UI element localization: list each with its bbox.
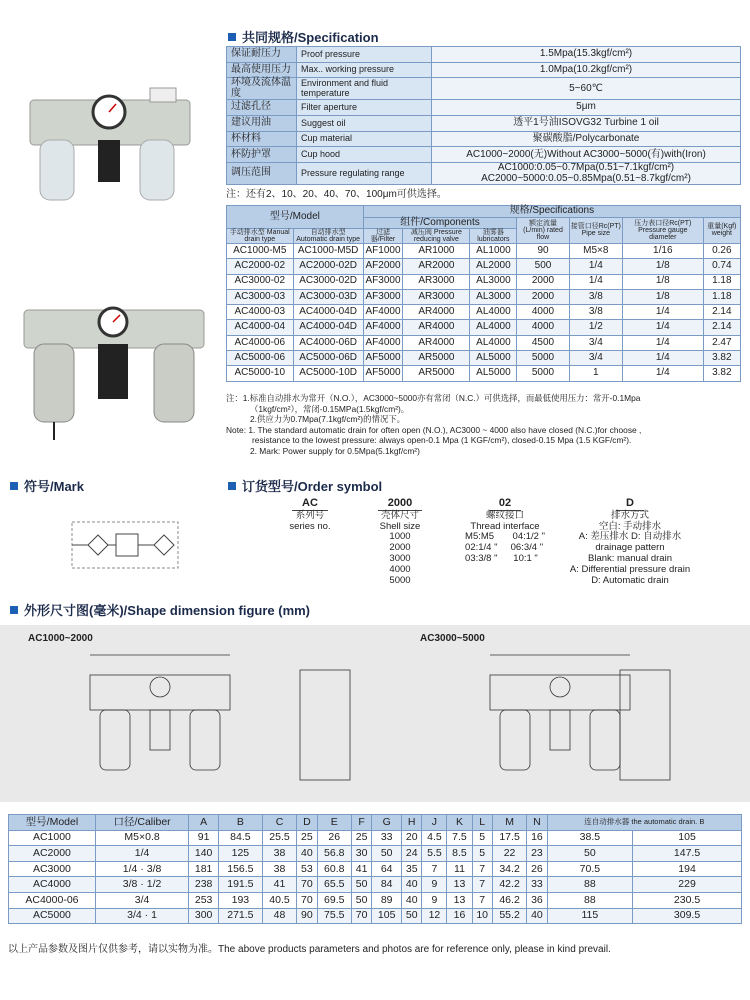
table-cell: 1/2 [569, 320, 622, 335]
table-cell: 1/4 [622, 366, 703, 381]
table-cell: 91 [189, 830, 219, 846]
spec-row [227, 116, 741, 132]
spec-value-text: AC1000:0.05~0.7Mpa(0.51~7.1kgf/cm²) [497, 162, 675, 174]
table-cell: 26 [317, 830, 351, 846]
table-cell: 16 [527, 830, 547, 846]
table-cell: 64 [372, 861, 402, 877]
table-cell: 156.5 [219, 861, 263, 877]
spec-value-text-2: AC2000~5000:0.05~0.85Mpa(0.51~8.7kgf/cm²) [481, 172, 691, 184]
table-cell: 89 [372, 892, 402, 908]
table-cell: 25 [351, 830, 371, 846]
spec-en: Filter aperture [297, 100, 432, 116]
table-cell: 7 [472, 861, 492, 877]
table-cell: AC5000-10 [227, 366, 294, 381]
components-header: 组件/Components [363, 217, 517, 229]
mark-title: 符号/Mark [10, 476, 84, 495]
dim-header: F [351, 815, 371, 831]
table-cell: 1.18 [703, 289, 740, 304]
table-cell: 30 [351, 846, 371, 862]
model-table [226, 205, 741, 382]
table-cell: 9 [422, 892, 447, 908]
table-cell: AF1000 [363, 244, 403, 259]
table-row [227, 320, 741, 335]
table-cell: 5000 [517, 366, 569, 381]
table-cell: 115 [547, 908, 632, 924]
table-cell: AF2000 [363, 259, 403, 274]
table-cell: AR2000 [403, 259, 470, 274]
table-cell: AL4000 [470, 305, 517, 320]
table-cell: 36 [527, 892, 547, 908]
dim-header: A [189, 815, 219, 831]
table-cell: AL3000 [470, 289, 517, 304]
table-cell: 23 [527, 846, 547, 862]
spec-note: 注：还有2、10、20、40、70、100μm可供选择。 [226, 189, 447, 200]
table-cell: 7.5 [447, 830, 472, 846]
table-cell: 229 [633, 877, 742, 893]
table-cell: AF4000 [363, 335, 403, 350]
spec-en: Environment and fluid temperature [297, 78, 432, 100]
dim-header: H [402, 815, 422, 831]
table-cell: 1/4 [622, 305, 703, 320]
spec-value [432, 116, 741, 132]
table-cell: 88 [547, 892, 632, 908]
table-cell: 1 [569, 366, 622, 381]
spec-value [432, 78, 741, 100]
section-square-icon [228, 482, 236, 490]
table-cell: AC4000-03 [227, 305, 294, 320]
table-cell: 271.5 [219, 908, 263, 924]
table-cell: AR5000 [403, 366, 470, 381]
mark-symbol [70, 520, 180, 575]
spec-cn: 建议用油 [227, 116, 297, 132]
table-cell: AL1000 [470, 244, 517, 259]
table-cell: 5 [472, 846, 492, 862]
table-cell: 125 [219, 846, 263, 862]
table-cell: AR1000 [403, 244, 470, 259]
table-cell: 4.5 [422, 830, 447, 846]
dim-header: N [527, 815, 547, 831]
table-cell: AC3000-03 [227, 289, 294, 304]
table-cell: 2.14 [703, 320, 740, 335]
note-line: 2.供应力为0.7Mpa(7.1kgf/cm²)的情况下。 [250, 414, 405, 424]
table-cell: AR4000 [403, 305, 470, 320]
table-cell: 8.5 [447, 846, 472, 862]
table-cell: 253 [189, 892, 219, 908]
gauge-header: 压力表口径Rc(PT) Pressure gauge diameter [622, 217, 703, 244]
table-cell: 70.5 [547, 861, 632, 877]
table-cell: 1/16 [622, 244, 703, 259]
table-cell: 105 [633, 830, 742, 846]
table-cell: 25 [297, 830, 317, 846]
spec-cn: 最高使用压力 [227, 62, 297, 78]
spec-cn: 调压范围 [227, 163, 297, 185]
spec-en: Max.. working pressure [297, 62, 432, 78]
table-cell: AC4000-04D [293, 305, 363, 320]
table-cell: 4000 [517, 305, 569, 320]
table-cell: 140 [189, 846, 219, 862]
table-cell: 1/4 [622, 320, 703, 335]
table-cell: 5000 [517, 351, 569, 366]
table-cell: 50 [351, 892, 371, 908]
table-cell: 16 [447, 908, 472, 924]
table-cell: 0.74 [703, 259, 740, 274]
table-cell: AR3000 [403, 289, 470, 304]
table-cell: AR5000 [403, 351, 470, 366]
spec-row [227, 62, 741, 78]
table-cell: 3/8 · 1/2 [95, 877, 188, 893]
table-cell: 5 [472, 830, 492, 846]
spec-cn: 保证耐压力 [227, 47, 297, 63]
table-cell: 55.2 [492, 908, 526, 924]
table-row [9, 861, 742, 877]
table-row [227, 335, 741, 350]
table-cell: 4500 [517, 335, 569, 350]
spec-cn: 杯材料 [227, 131, 297, 147]
table-cell: AR4000 [403, 335, 470, 350]
table-row [9, 892, 742, 908]
note-line: （1kgf/cm²），常闭-0.15MPa(1.5kgf/cm²)。 [250, 403, 410, 414]
table-cell: AC4000 [9, 877, 96, 893]
dim-header: G [372, 815, 402, 831]
table-cell: 65.5 [317, 877, 351, 893]
table-cell: AC5000-10D [293, 366, 363, 381]
table-cell: 90 [297, 908, 317, 924]
table-cell: M5×0.8 [95, 830, 188, 846]
dim-header: E [317, 815, 351, 831]
table-cell: 41 [351, 861, 371, 877]
table-cell: AF4000 [363, 305, 403, 320]
table-cell: 41 [262, 877, 296, 893]
spec-value-text: 5μm [576, 101, 596, 113]
spec-value-text: 透平1号油ISOVG32 Turbine 1 oil [513, 117, 659, 129]
table-cell: 7 [472, 877, 492, 893]
table-cell: 193 [219, 892, 263, 908]
table-cell: 3/4 [569, 335, 622, 350]
table-cell: 1.18 [703, 274, 740, 289]
table-cell: 10 [472, 908, 492, 924]
table-cell: AC1000 [9, 830, 96, 846]
model-header: 型号/Model [227, 206, 364, 229]
spec-en: Cup material [297, 131, 432, 147]
table-row [9, 830, 742, 846]
table-cell: AC1000-M5 [227, 244, 294, 259]
table-cell: M5×8 [569, 244, 622, 259]
table-cell: 84.5 [219, 830, 263, 846]
table-cell: 69.5 [317, 892, 351, 908]
table-cell: 1/8 [622, 259, 703, 274]
table-cell: 1/4 [569, 259, 622, 274]
spec-row [227, 147, 741, 163]
table-cell: AC2000-02 [227, 259, 294, 274]
table-cell: 50 [547, 846, 632, 862]
table-cell: 40 [527, 908, 547, 924]
table-cell: 230.5 [633, 892, 742, 908]
table-cell: 238 [189, 877, 219, 893]
table-cell: 13 [447, 877, 472, 893]
table-cell: 2.47 [703, 335, 740, 350]
table-cell: 88 [547, 877, 632, 893]
section-square-icon [10, 606, 18, 614]
specs-header: 规格/Specifications [363, 206, 740, 218]
dim-header: J [422, 815, 447, 831]
table-cell: 70 [297, 877, 317, 893]
table-cell: 147.5 [633, 846, 742, 862]
dimension-table [8, 814, 742, 924]
spec-en: Proof pressure [297, 47, 432, 63]
table-cell: 38 [262, 861, 296, 877]
table-cell: 3/4 · 1 [95, 908, 188, 924]
table-cell: 12 [422, 908, 447, 924]
table-cell: 22 [492, 846, 526, 862]
note-line: resistance to the lowest pressure: always open-0.1 Mpa (1 KGF/cm²), closed-0.15 Mpa (1.5 KGF/cm²). [252, 435, 632, 445]
section-square-icon [228, 33, 236, 41]
filter-header: 过滤器/Filter [363, 229, 403, 244]
table-cell: 46.2 [492, 892, 526, 908]
table-cell: 3.82 [703, 351, 740, 366]
weight-header: 重量(Kgf) weight [703, 217, 740, 244]
table-cell: AC3000-02D [293, 274, 363, 289]
table-cell: 300 [189, 908, 219, 924]
table-cell: 75.5 [317, 908, 351, 924]
table-row [9, 908, 742, 924]
table-cell: AC4000-06 [9, 892, 96, 908]
table-cell: 194 [633, 861, 742, 877]
dim-header: 连自动排水器 the automatic drain. B [547, 815, 741, 831]
table-cell: 1/8 [622, 289, 703, 304]
spec-value-text: 1.0Mpa(10.2kgf/cm²) [539, 63, 633, 75]
table-cell: 0.26 [703, 244, 740, 259]
table-cell: AC4000-04 [227, 320, 294, 335]
note-line: 2. Mark: Power supply for 0.5Mpa(5.1kgf/cm²) [250, 445, 420, 456]
table-cell: 181 [189, 861, 219, 877]
table-cell: AC5000-06D [293, 351, 363, 366]
dim-header: D [297, 815, 317, 831]
dimension-drawings [0, 625, 750, 802]
dim-left-label: AC1000~2000 [28, 633, 93, 644]
table-cell: 2000 [517, 274, 569, 289]
spec-table [226, 46, 741, 185]
table-cell: 70 [351, 908, 371, 924]
table-cell: 13 [447, 892, 472, 908]
table-cell: 25.5 [262, 830, 296, 846]
table-cell: 309.5 [633, 908, 742, 924]
spec-value-text: AC1000~2000(无)Without AC3000~5000(有)with(Iron) [466, 148, 706, 160]
table-cell: AF5000 [363, 366, 403, 381]
table-cell: AL3000 [470, 274, 517, 289]
dim-header: 型号/Model [9, 815, 96, 831]
table-cell: AC5000 [9, 908, 96, 924]
table-cell: 2.14 [703, 305, 740, 320]
table-cell: 1/4 [569, 274, 622, 289]
table-cell: AL5000 [470, 351, 517, 366]
table-cell: AC3000-02 [227, 274, 294, 289]
spec-value [432, 100, 741, 116]
manual-header: 手动排水型 Manual drain type [227, 229, 294, 244]
table-cell: AL4000 [470, 335, 517, 350]
table-cell: AC2000 [9, 846, 96, 862]
table-cell: 3/8 [569, 289, 622, 304]
order-thread: 02 螺纹接口 Thread interface M5:M5 04:1/2 " 02:1/4 " 06:3/4 " 03:3/8 " 10:1 " [465, 497, 545, 565]
table-cell: AC1000-M5D [293, 244, 363, 259]
spec-row [227, 163, 741, 185]
table-cell: 24 [402, 846, 422, 862]
table-cell: AC4000-04D [293, 320, 363, 335]
table-cell: 84 [372, 877, 402, 893]
spec-title: 共同规格/Specification [228, 27, 379, 46]
table-cell: 17.5 [492, 830, 526, 846]
table-cell: 60.8 [317, 861, 351, 877]
table-cell: 3/4 [569, 351, 622, 366]
order-ac: AC 系列号 series no. [289, 497, 331, 532]
table-cell: 34.2 [492, 861, 526, 877]
spec-value-text: 1.5Mpa(15.3kgf/cm²) [539, 48, 633, 60]
table-row [227, 351, 741, 366]
table-cell: AC3000-03D [293, 289, 363, 304]
dim-header: B [219, 815, 263, 831]
shape-title: 外形尺寸图(毫米)/Shape dimension figure (mm) [10, 600, 310, 619]
table-row [227, 259, 741, 274]
table-cell: AC2000-02D [293, 259, 363, 274]
notes [226, 393, 746, 456]
note-line: Note: 1. The standard automatic drain for often open (N.O.), AC3000 ~ 4000 also have closed (N.C.)for choose , [226, 424, 642, 435]
spec-en: Suggest oil [297, 116, 432, 132]
table-cell: 26 [527, 861, 547, 877]
table-cell: AF5000 [363, 351, 403, 366]
table-row [9, 877, 742, 893]
table-row [227, 289, 741, 304]
dim-header: 口径/Caliber [95, 815, 188, 831]
table-cell: 33 [527, 877, 547, 893]
table-cell: 3.82 [703, 366, 740, 381]
table-row [227, 274, 741, 289]
table-cell: 50 [372, 846, 402, 862]
table-cell: 40 [402, 877, 422, 893]
pipe-header: 接管口径Rc(PT) Pipe size [569, 217, 622, 244]
table-cell: 38.5 [547, 830, 632, 846]
table-cell: AC5000-06 [227, 351, 294, 366]
spec-cn: 环境及流体温度 [227, 78, 297, 100]
table-row [227, 366, 741, 381]
dim-header: L [472, 815, 492, 831]
table-row [227, 305, 741, 320]
table-cell: 4000 [517, 320, 569, 335]
table-cell: 191.5 [219, 877, 263, 893]
table-cell: 40 [297, 846, 317, 862]
table-cell: 50 [351, 877, 371, 893]
spec-row [227, 131, 741, 147]
table-cell: 3/8 [569, 305, 622, 320]
table-cell: 56.8 [317, 846, 351, 862]
relief-header: 减压阀 Pressure reducing valve [403, 229, 470, 244]
auto-header: 自动排水型 Automatic drain type [293, 229, 363, 244]
table-cell: 33 [372, 830, 402, 846]
section-square-icon [10, 482, 18, 490]
dim-header: M [492, 815, 526, 831]
table-cell: AF3000 [363, 274, 403, 289]
product-photo-large [14, 300, 214, 450]
order-size: 2000 壳体尺寸 Shell size 1000 2000 3000 4000 5000 [379, 497, 421, 587]
spec-cn: 过滤孔径 [227, 100, 297, 116]
table-cell: AC3000 [9, 861, 96, 877]
table-cell: AC4000-06 [227, 335, 294, 350]
spec-row [227, 100, 741, 116]
spec-value [432, 47, 741, 63]
spec-cn: 杯防护罩 [227, 147, 297, 163]
table-cell: 500 [517, 259, 569, 274]
order-title: 订货型号/Order symbol [228, 476, 382, 495]
table-cell: 40.5 [262, 892, 296, 908]
table-cell: 3/4 [95, 892, 188, 908]
table-cell: 35 [402, 861, 422, 877]
table-cell: 11 [447, 861, 472, 877]
table-cell: AR4000 [403, 320, 470, 335]
table-cell: 9 [422, 877, 447, 893]
table-cell: 42.2 [492, 877, 526, 893]
table-cell: 1/4 [622, 351, 703, 366]
spec-en: Cup hood [297, 147, 432, 163]
spec-value [432, 147, 741, 163]
table-cell: 105 [372, 908, 402, 924]
table-cell: AF4000 [363, 320, 403, 335]
product-photo-small [20, 80, 200, 230]
footer: 以上产品参数及图片仅供参考，请以实物为准。The above products parameters and photos are for reference only, please in kind prevail. [8, 944, 611, 955]
flow-header: 额定流量(L/min) rated flow [517, 217, 569, 244]
table-cell: 70 [297, 892, 317, 908]
spec-value [432, 62, 741, 78]
table-cell: 40 [402, 892, 422, 908]
table-cell: 53 [297, 861, 317, 877]
table-cell: AC4000-06D [293, 335, 363, 350]
table-cell: 50 [402, 908, 422, 924]
lub-header: 油雾器 lubricators [470, 229, 517, 244]
table-cell: AL4000 [470, 320, 517, 335]
spec-value [432, 163, 741, 185]
table-cell: 90 [517, 244, 569, 259]
note-line: 注：1.标准自动排水为常开（N.O.），AC3000~5000亦有常闭（N.C.）可供选择，而最低使用压力：常开-0.1Mpa [226, 393, 641, 403]
spec-value [432, 131, 741, 147]
table-cell: 20 [402, 830, 422, 846]
table-cell: 5.5 [422, 846, 447, 862]
spec-value-text: 5~60℃ [569, 82, 603, 94]
table-cell: 7 [472, 892, 492, 908]
spec-row [227, 47, 741, 63]
dim-header: K [447, 815, 472, 831]
table-cell: AR3000 [403, 274, 470, 289]
table-cell: AL2000 [470, 259, 517, 274]
table-cell: 1/4 · 3/8 [95, 861, 188, 877]
table-cell: AF3000 [363, 289, 403, 304]
spec-en: Pressure regulating range [297, 163, 432, 185]
spec-row [227, 78, 741, 100]
table-cell: 2000 [517, 289, 569, 304]
table-cell: 38 [262, 846, 296, 862]
dimension-drawing-lines [0, 625, 750, 802]
table-cell: 1/8 [622, 274, 703, 289]
spec-value-text: 聚碳酸脂/Polycarbonate [532, 132, 640, 144]
table-cell: 48 [262, 908, 296, 924]
dim-header: C [262, 815, 296, 831]
table-cell: 7 [422, 861, 447, 877]
table-row [227, 244, 741, 259]
dim-right-label: AC3000~5000 [420, 633, 485, 644]
table-cell: AL5000 [470, 366, 517, 381]
order-drain: D 排水方式 空白: 手动排水 A: 差压排水 D: 自动排水 drainage pattern Blank: manual drain A: Differential pressure drain D: Automatic drain [569, 497, 691, 587]
table-row [9, 846, 742, 862]
table-cell: 1/4 [622, 335, 703, 350]
table-cell: 1/4 [95, 846, 188, 862]
